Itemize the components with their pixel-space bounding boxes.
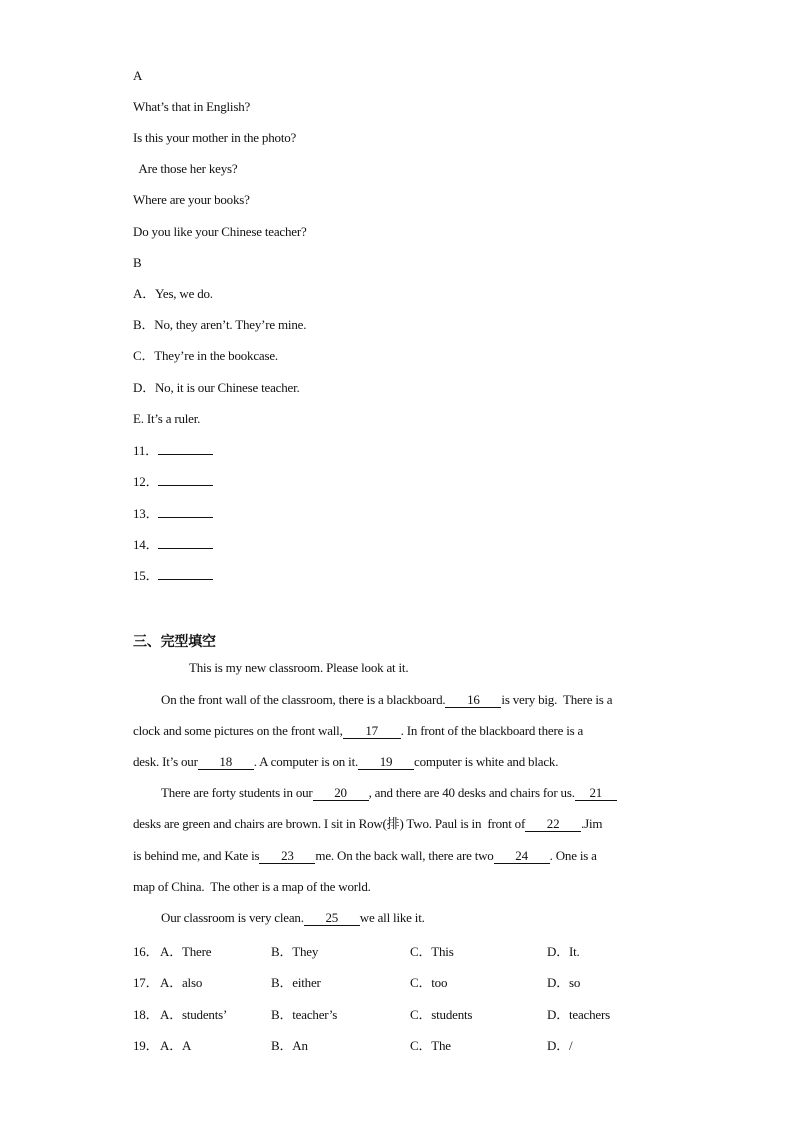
option-a[interactable]: A．A	[160, 1038, 192, 1053]
cloze-text: desks are green and chairs are brown. I sit in Row(排) Two. Paul is in front of	[133, 816, 526, 831]
cloze-text: clock and some pictures on the front wall,	[133, 723, 343, 738]
answer-number: 14．	[133, 537, 159, 552]
cloze-blank-20: 20	[313, 786, 369, 801]
answer-number: 15．	[133, 568, 159, 583]
cloze-line	[133, 816, 602, 832]
option-number: 17．	[133, 975, 159, 990]
cloze-blank-21: 21	[575, 786, 617, 801]
cloze-text: .Jim	[581, 816, 603, 831]
question-5: Do you like your Chinese teacher?	[133, 224, 307, 239]
question-2: Is this your mother in the photo?	[133, 130, 297, 145]
answer-number: 12．	[133, 474, 159, 489]
cloze-text: me. On the back wall, there are two	[315, 848, 494, 863]
cloze-text: . A computer is on it.	[253, 754, 359, 769]
option-b[interactable]: B．either	[271, 975, 321, 990]
cloze-line	[161, 692, 612, 708]
option-row-18	[133, 1004, 693, 1020]
answer-number: 11．	[133, 443, 158, 458]
cloze-text: . One is a	[549, 848, 597, 863]
cloze-text: computer is white and black.	[414, 754, 559, 769]
option-d[interactable]: D．teachers	[547, 1007, 610, 1022]
cloze-blank-23: 23	[259, 849, 315, 864]
cloze-blank-25: 25	[304, 911, 360, 926]
cloze-text: desk. It’s our	[133, 754, 198, 769]
cloze-blank-17: 17	[343, 724, 401, 739]
answer-blank[interactable]	[158, 473, 213, 486]
option-row-17	[133, 972, 693, 988]
option-row-16	[133, 941, 693, 957]
cloze-line	[133, 754, 558, 770]
answer-line-14	[133, 536, 213, 553]
option-number: 18．	[133, 1007, 159, 1022]
cloze-text: . In front of the blackboard there is a	[400, 723, 584, 738]
answer-number: 13．	[133, 506, 159, 521]
option-row-19	[133, 1035, 693, 1051]
cloze-text: is behind me, and Kate is	[133, 848, 260, 863]
option-c[interactable]: C．too	[410, 975, 448, 990]
option-b[interactable]: B．An	[271, 1038, 308, 1053]
option-d[interactable]: D．It.	[547, 944, 580, 959]
cloze-intro: This is my new classroom. Please look at it.	[189, 660, 409, 675]
cloze-line	[133, 848, 597, 864]
answer-option-d: D．No, it is our Chinese teacher.	[133, 380, 300, 395]
cloze-blank-18: 18	[198, 755, 254, 770]
answer-line-15	[133, 567, 213, 584]
option-d[interactable]: D．so	[547, 975, 581, 990]
option-b[interactable]: B．They	[271, 944, 319, 959]
option-number: 16．	[133, 944, 159, 959]
cloze-text: On the front wall of the classroom, there is a blackboard.	[161, 692, 446, 707]
option-c[interactable]: C．This	[410, 944, 454, 959]
cloze-text: Our classroom is very clean.	[161, 910, 304, 925]
option-d[interactable]: D．/	[547, 1038, 573, 1053]
cloze-blank-19: 19	[358, 755, 414, 770]
cloze-line: map of China. The other is a map of the world.	[133, 879, 371, 894]
cloze-text: There are forty students in our	[161, 785, 313, 800]
answer-blank[interactable]	[158, 536, 213, 549]
cloze-line	[133, 723, 583, 739]
option-c[interactable]: C．students	[410, 1007, 473, 1022]
cloze-blank-16: 16	[445, 693, 501, 708]
answer-line-12	[133, 473, 213, 490]
section-title: 三、完型填空	[133, 634, 216, 650]
column-b-header: B	[133, 255, 142, 270]
answer-blank[interactable]	[158, 442, 213, 455]
answer-line-11	[133, 442, 213, 459]
question-3: Are those her keys?	[133, 161, 238, 176]
answer-option-c: C．They’re in the bookcase.	[133, 348, 278, 363]
cloze-text: we all like it.	[359, 910, 425, 925]
cloze-text: is very big. There is a	[501, 692, 613, 707]
answer-option-a: A．Yes, we do.	[133, 286, 213, 301]
answer-option-b: B．No, they aren’t. They’re mine.	[133, 317, 307, 332]
column-a-header: A	[133, 68, 143, 83]
option-c[interactable]: C．The	[410, 1038, 451, 1053]
cloze-blank-24: 24	[494, 849, 550, 864]
option-a[interactable]: A．There	[160, 944, 212, 959]
cloze-blank-22: 22	[525, 817, 581, 832]
option-number: 19．	[133, 1038, 159, 1053]
answer-option-e: E. It’s a ruler.	[133, 411, 201, 426]
option-a[interactable]: A．also	[160, 975, 203, 990]
question-4: Where are your books?	[133, 192, 250, 207]
question-1: What’s that in English?	[133, 99, 251, 114]
option-b[interactable]: B．teacher’s	[271, 1007, 338, 1022]
cloze-line	[161, 785, 617, 801]
cloze-text: , and there are 40 desks and chairs for us.	[368, 785, 575, 800]
answer-blank[interactable]	[158, 567, 213, 580]
option-a[interactable]: A．students’	[160, 1007, 228, 1022]
cloze-line	[161, 910, 425, 926]
answer-line-13	[133, 505, 213, 522]
answer-blank[interactable]	[158, 505, 213, 518]
